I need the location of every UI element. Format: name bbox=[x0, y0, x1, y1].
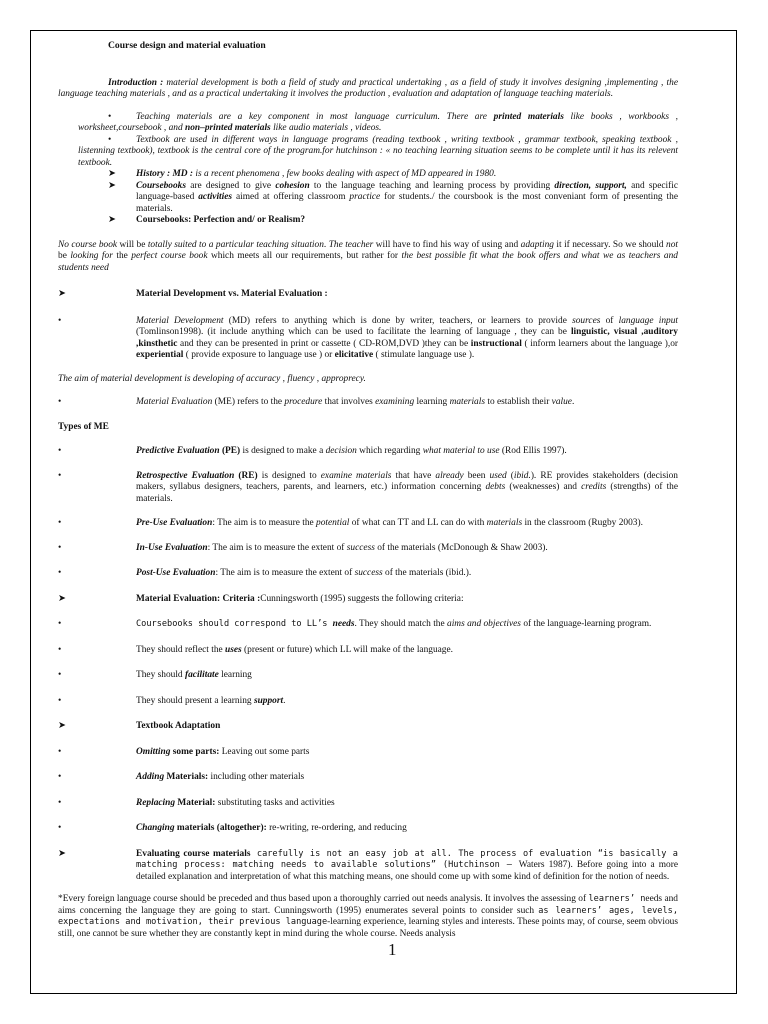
text: not bbox=[666, 239, 678, 250]
text: materials bbox=[449, 397, 485, 407]
bullet-predictive-evaluation bbox=[58, 446, 678, 458]
text: substituting tasks and activities bbox=[215, 797, 335, 808]
text: . They should match the bbox=[354, 619, 448, 629]
text: of the materials (McDonough & Shaw 2003). bbox=[374, 542, 548, 553]
text: ). RE provides stakeholders (decision makers, syllabus designers, teachers, parents, and learners, etc.) information concerning bbox=[136, 470, 678, 492]
text: Post-Use Evaluation bbox=[136, 568, 216, 578]
text: The teacher bbox=[328, 239, 374, 250]
text: looking for bbox=[70, 251, 113, 261]
text: procedure bbox=[284, 397, 323, 407]
page-title: Course design and material evaluation bbox=[108, 40, 266, 51]
text: uses bbox=[225, 644, 242, 655]
bullet-criterion-needs bbox=[58, 619, 678, 631]
text: Material Evaluation bbox=[136, 397, 213, 407]
text: some parts: bbox=[170, 746, 220, 757]
text: They should present a learning bbox=[136, 695, 254, 706]
text: of the language-learning program. bbox=[520, 619, 652, 629]
bullet-criterion-uses bbox=[58, 645, 678, 657]
text: activities bbox=[198, 192, 233, 202]
bullet-pre-use-evaluation bbox=[58, 518, 678, 530]
text: They should reflect the bbox=[136, 644, 226, 655]
text: Coursebooks should correspond to LL’s bbox=[136, 619, 333, 629]
text: of bbox=[600, 315, 619, 326]
text: totally suited to a particular teaching situation bbox=[147, 239, 324, 250]
text: Textbook are used in different ways in language programs (reading textbook , writing textbook , grammar textbook, speaking textbook , listenning textbook), textbook is the central core of the program.for hutchinson : « no teaching learning situation seems to be complete until it has its relevent textbook. bbox=[78, 134, 678, 168]
text: ( provide exposure to language use ) or bbox=[183, 350, 335, 360]
text: Materials: bbox=[164, 772, 209, 782]
bullet-icon: • bbox=[58, 746, 62, 757]
arrow-item-perfection bbox=[58, 215, 678, 227]
bullet-icon: • bbox=[58, 823, 62, 833]
text: what material to use bbox=[422, 446, 500, 456]
text: ( stimulate language use ). bbox=[373, 350, 475, 360]
text: ( bbox=[506, 470, 514, 481]
section-heading: Material Development vs. Material Evaluation : bbox=[136, 289, 328, 299]
bullet-icon: • bbox=[58, 568, 62, 578]
text: ibid. bbox=[513, 470, 531, 481]
text: (present or future) which LL will make of the language. bbox=[241, 644, 453, 655]
text: be bbox=[58, 251, 71, 261]
text: Pre-Use Evaluation bbox=[136, 518, 213, 528]
bullet-icon: • bbox=[58, 670, 62, 680]
bullet-icon: • bbox=[58, 619, 62, 629]
needs-analysis-paragraph bbox=[58, 894, 678, 940]
text: adapting bbox=[520, 239, 554, 250]
document-body bbox=[58, 40, 678, 940]
text: . bbox=[571, 397, 575, 407]
arrow-item-coursebooks bbox=[58, 181, 678, 216]
text: elicitative bbox=[334, 350, 374, 360]
re-text bbox=[58, 471, 678, 506]
text: No course book bbox=[58, 239, 118, 250]
text: will have to find his way of using and bbox=[373, 239, 521, 250]
text: eeds and aims concerning the language they are going to start. Cunningsworth (1995) enumerates several points to consider such bbox=[58, 894, 678, 916]
text: Replacing bbox=[136, 797, 176, 808]
text: (ME) refers to the bbox=[212, 397, 285, 407]
text: Material: bbox=[175, 797, 216, 808]
text: Adding bbox=[136, 772, 165, 782]
text: been bbox=[463, 470, 490, 481]
arrow-heading-md-vs-me bbox=[58, 289, 678, 301]
bullet-icon: • bbox=[58, 542, 62, 553]
text: like books , workbooks , worksheet,coursebook , and bbox=[78, 111, 678, 133]
text: (weaknesses) and bbox=[505, 482, 582, 492]
text: is designed to make a bbox=[240, 446, 326, 456]
text: Waters 1987). Before going into a more detailed explanation and interpretation of what this matching means, one should come up with some kind of definition for the notion of needs. bbox=[136, 860, 678, 882]
text: used bbox=[489, 470, 507, 481]
text: success bbox=[346, 542, 375, 553]
text: language input bbox=[618, 315, 679, 326]
introduction-paragraph bbox=[58, 78, 678, 101]
text: like audio materials , videos. bbox=[270, 123, 382, 133]
text: non–printed materials bbox=[185, 123, 271, 133]
text: materials bbox=[486, 518, 523, 528]
text: in the classroom (Rugby 2003). bbox=[522, 518, 643, 528]
text: : The aim is to measure the bbox=[212, 518, 317, 528]
pu-text bbox=[58, 518, 678, 530]
text: Changing bbox=[136, 823, 175, 833]
bullet-replacing bbox=[58, 798, 678, 810]
text: decision bbox=[325, 446, 357, 456]
bullet-icon: • bbox=[58, 644, 62, 655]
text: Coursebooks bbox=[136, 180, 187, 191]
text: direction, support, bbox=[554, 180, 627, 191]
text: (strengths) of the materials. bbox=[136, 482, 679, 504]
bullet-in-use-evaluation bbox=[58, 543, 678, 555]
text: is designed to bbox=[257, 470, 321, 481]
text: perfect course book bbox=[131, 251, 208, 261]
text: printed materials bbox=[493, 111, 564, 122]
bullet-icon: • bbox=[58, 518, 62, 528]
intro-text: material development is both a field of study and practical undertaking , as a field of study it involves designing ,implementing , the language teaching materials , and as a practical undertaking it involves the production , evaluation and adaptation of language teaching materials. bbox=[58, 77, 678, 99]
text: History : MD : bbox=[136, 169, 194, 179]
bullet-changing bbox=[58, 823, 678, 835]
section-heading: Material Evaluation: Criteria : bbox=[136, 593, 261, 604]
text: it if necessary. So we should bbox=[553, 239, 667, 250]
text: *Every foreign language course should be preceded and thus based upon a thoroughly carried out needs analysis. It involves the assessing of bbox=[58, 894, 589, 904]
text: value bbox=[551, 397, 572, 407]
bullet-adding bbox=[58, 772, 678, 784]
coursebooks-text bbox=[89, 181, 678, 216]
arrow-icon: ➤ bbox=[108, 180, 116, 191]
text: debts bbox=[485, 482, 506, 492]
text: Evaluating course materials bbox=[136, 848, 251, 859]
text: already bbox=[435, 470, 464, 481]
section-heading: Textbook Adaptation bbox=[136, 721, 221, 731]
text: They should bbox=[136, 670, 185, 680]
text: -learning experience, learning styles and interests. These points may, of course, seem obvious still, one cannot be sure whether they are constantly kept in mind during the whole course. Needs analysis bbox=[58, 917, 678, 939]
text: experiential bbox=[136, 350, 184, 360]
text: aims and objectives bbox=[447, 619, 521, 629]
text: Teaching materials are a key component in most language curriculum. There are bbox=[136, 111, 494, 122]
bullet-material-development bbox=[58, 316, 678, 362]
text: including other materials bbox=[208, 772, 305, 782]
text: facilitate bbox=[184, 670, 219, 680]
text: which meets all our requirements, but rather for bbox=[207, 251, 402, 261]
page-number: 1 bbox=[388, 940, 397, 959]
evaluating-text bbox=[58, 849, 678, 884]
text: examining bbox=[375, 397, 415, 407]
text: practice bbox=[349, 192, 381, 202]
arrow-icon: ➤ bbox=[58, 848, 66, 859]
text: and they can be presented in print or cassette ( CD-ROM,DVD )they can be bbox=[177, 338, 471, 349]
text: (PE) bbox=[219, 446, 241, 456]
text: ( inform learners about the language ),or bbox=[521, 338, 678, 349]
text: needs bbox=[332, 619, 355, 629]
text: support bbox=[253, 695, 284, 706]
arrow-icon: ➤ bbox=[58, 593, 66, 604]
text: cohesion bbox=[275, 180, 310, 191]
text: re-writing, re-ordering, and reducing bbox=[266, 823, 407, 833]
text: materials (altogether): bbox=[174, 823, 267, 833]
arrow-textbook-adaptation bbox=[58, 721, 678, 733]
bullet-teaching-materials bbox=[58, 112, 678, 135]
text: Retrospective Evaluation bbox=[136, 470, 235, 481]
bullet-icon: • bbox=[58, 446, 62, 456]
text: and specific language-based bbox=[136, 180, 679, 202]
arrow-criteria bbox=[58, 594, 678, 606]
text: carefully is not an easy job at all. The process of evaluation “is basically a matching process: matching needs to available solutions” (Hutchinson – bbox=[136, 848, 678, 870]
text: are designed to give bbox=[186, 180, 276, 191]
arrow-icon: ➤ bbox=[58, 289, 66, 299]
text: learning bbox=[218, 670, 252, 680]
text: to establish their bbox=[485, 397, 552, 407]
arrow-icon: ➤ bbox=[58, 721, 66, 731]
section-heading: Coursebooks: Perfection and/ or Realism? bbox=[136, 215, 306, 225]
text: Cunningsworth (1995) suggests the following criteria: bbox=[260, 593, 464, 604]
text: that have bbox=[391, 470, 436, 481]
text: the best possible fit what the book offers and what we as teachers and students need bbox=[58, 251, 678, 273]
text: The aim of material development is developing of accuracy , fluency , approprecy. bbox=[58, 373, 366, 384]
text: credits bbox=[581, 482, 607, 492]
text: In-Use Evaluation bbox=[136, 542, 208, 553]
types-heading bbox=[58, 422, 678, 434]
bullet-icon: • bbox=[58, 797, 62, 808]
text: is a recent phenomena , few books dealing with aspect of MD appeared in 1980. bbox=[193, 169, 497, 179]
bullet-textbook-uses bbox=[58, 135, 678, 170]
bullet-icon: • bbox=[58, 315, 62, 326]
text: the bbox=[112, 251, 132, 261]
text: : The aim is to measure the extent of bbox=[207, 542, 347, 553]
text: (RE) bbox=[234, 470, 258, 481]
arrow-icon: ➤ bbox=[108, 215, 116, 225]
text: that involves bbox=[322, 397, 376, 407]
text: Leaving out some parts bbox=[219, 746, 310, 757]
bullet-icon: • bbox=[58, 772, 62, 782]
md-text bbox=[58, 316, 678, 362]
bullet-icon: • bbox=[108, 111, 112, 122]
text: success bbox=[354, 568, 383, 578]
bullet-omitting bbox=[58, 747, 678, 759]
text: learning bbox=[414, 397, 450, 407]
text: aimed at offering classroom bbox=[232, 192, 350, 202]
text: learners’ n bbox=[588, 894, 646, 904]
text: (MD) refers to anything which is done by writer, teachers, or learners to provide bbox=[223, 315, 573, 326]
text: : The aim is to measure the extent of bbox=[215, 568, 355, 578]
text: will be bbox=[117, 239, 148, 250]
intro-label: Introduction : bbox=[108, 77, 164, 88]
bullet-criterion-support bbox=[58, 696, 678, 708]
text: Predictive Evaluation bbox=[136, 446, 220, 456]
text: potential bbox=[316, 518, 350, 528]
text: as learners’ ages, levels, expectations and motivation, their previous language bbox=[58, 905, 678, 927]
bullet-icon: • bbox=[58, 470, 62, 481]
text: examine materials bbox=[320, 470, 392, 481]
bullet-criterion-facilitate bbox=[58, 670, 678, 682]
bullet-post-use-evaluation bbox=[58, 568, 678, 580]
text: . bbox=[283, 695, 286, 706]
bullet-icon: • bbox=[108, 134, 112, 145]
text: (Rod Ellis 1997). bbox=[499, 446, 567, 456]
text: . bbox=[323, 239, 329, 250]
bullet-icon: • bbox=[58, 397, 62, 407]
paragraph-no-course-book bbox=[58, 240, 678, 275]
section-heading: Types of ME bbox=[58, 421, 109, 432]
arrow-item-history bbox=[58, 169, 678, 181]
bullet-material-evaluation bbox=[58, 397, 678, 409]
text: which regarding bbox=[356, 446, 423, 456]
text: linguistic, visual ,auditory ,kinsthetic bbox=[136, 327, 678, 349]
text: Omitting bbox=[136, 746, 171, 757]
arrow-icon: ➤ bbox=[108, 169, 116, 179]
text: for students./ the coursbook is the most conveniant form of presenting the materials. bbox=[136, 192, 678, 214]
text: of what can TT and LL can do with bbox=[349, 518, 487, 528]
text: of the materials (ibid.). bbox=[382, 568, 472, 578]
bullet-retrospective-evaluation bbox=[58, 471, 678, 506]
aim-statement bbox=[58, 374, 678, 386]
arrow-evaluating-course-materials bbox=[58, 849, 678, 884]
text: Material Development bbox=[136, 315, 224, 326]
bullet-icon: • bbox=[58, 695, 62, 706]
text: (Tomlinson1998). (it include anything which can be used to facilitate the learning of language , they can be bbox=[136, 327, 571, 337]
text: sources bbox=[572, 315, 601, 326]
text: instructional bbox=[470, 338, 522, 349]
text: to the language teaching and learning process by providing bbox=[309, 180, 555, 191]
